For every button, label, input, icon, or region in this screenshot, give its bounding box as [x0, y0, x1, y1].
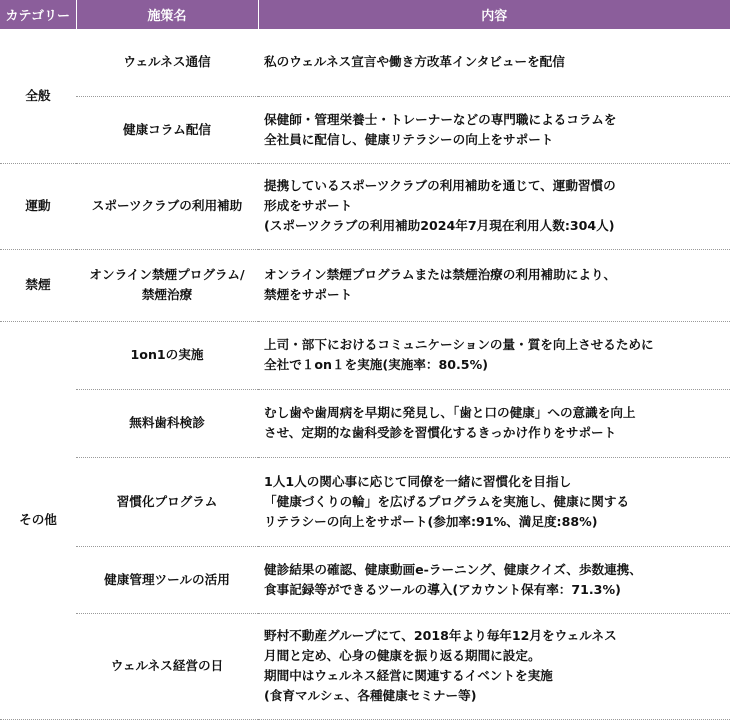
- table-row: [0, 457, 730, 546]
- table-row: [0, 249, 730, 321]
- table-header-row: [0, 0, 730, 29]
- policy-name-cell: 無料歯科検診: [76, 389, 258, 457]
- content-cell: むし歯や歯周病を早期に発見し、「歯と口の健康」への意識を向上 させ、定期的な歯科受診を習慣化するきっかけ作りをサポート: [258, 389, 730, 457]
- header-content: 内容: [258, 0, 730, 29]
- policy-name-cell: 健康コラム配信: [76, 96, 258, 163]
- policy-name-cell: 健康管理ツールの活用: [76, 546, 258, 613]
- table-row: [0, 389, 730, 457]
- table-row: [0, 29, 730, 96]
- header-category: カテゴリー: [0, 0, 76, 29]
- category-cell: その他: [0, 321, 76, 719]
- content-cell: 健診結果の確認、健康動画e-ラーニング、健康クイズ、歩数連携、 食事記録等ができるツールの導入(アカウント保有率：71.3%): [258, 546, 730, 613]
- policy-name-cell: 1on1の実施: [76, 321, 258, 389]
- content-cell: 1人1人の関心事に応じて同僚を一緒に習慣化を目指し 「健康づくりの輪」を広げるプログラムを実施し、健康に関する リテラシーの向上をサポート(参加率:91%、満足度:88%): [258, 457, 730, 546]
- policy-name-cell: オンライン禁煙プログラム/ 禁煙治療: [76, 249, 258, 321]
- category-cell: 全般: [0, 29, 76, 163]
- policy-name-cell: スポーツクラブの利用補助: [76, 163, 258, 249]
- content-cell: 私のウェルネス宣言や働き方改革インタビューを配信: [258, 29, 730, 96]
- content-cell: 保健師・管理栄養士・トレーナーなどの専門職によるコラムを 全社員に配信し、健康リテラシーの向上をサポート: [258, 96, 730, 163]
- policy-name-cell: 習慣化プログラム: [76, 457, 258, 546]
- content-cell: 野村不動産グループにて、2018年より毎年12月をウェルネス 月間と定め、心身の健康を振り返る期間に設定。 期間中はウェルネス経営に関連するイベントを実施 (食育マルシェ、各種健康セミナー等): [258, 613, 730, 719]
- content-cell: オンライン禁煙プログラムまたは禁煙治療の利用補助により、 禁煙をサポート: [258, 249, 730, 321]
- table-row: [0, 546, 730, 613]
- category-cell: 禁煙: [0, 249, 76, 321]
- header-policy-name: 施策名: [76, 0, 258, 29]
- content-cell: 提携しているスポーツクラブの利用補助を通じて、運動習慣の 形成をサポート (スポーツクラブの利用補助2024年7月現在利用人数:304人): [258, 163, 730, 249]
- table-row: [0, 321, 730, 389]
- policy-name-cell: ウェルネス通信: [76, 29, 258, 96]
- table-row: [0, 96, 730, 163]
- category-cell: 運動: [0, 163, 76, 249]
- table-row: [0, 613, 730, 719]
- table-row: [0, 163, 730, 249]
- policy-name-cell: ウェルネス経営の日: [76, 613, 258, 719]
- content-cell: 上司・部下におけるコミュニケーションの量・質を向上させるために 全社で１on１を実施(実施率：80.5%): [258, 321, 730, 389]
